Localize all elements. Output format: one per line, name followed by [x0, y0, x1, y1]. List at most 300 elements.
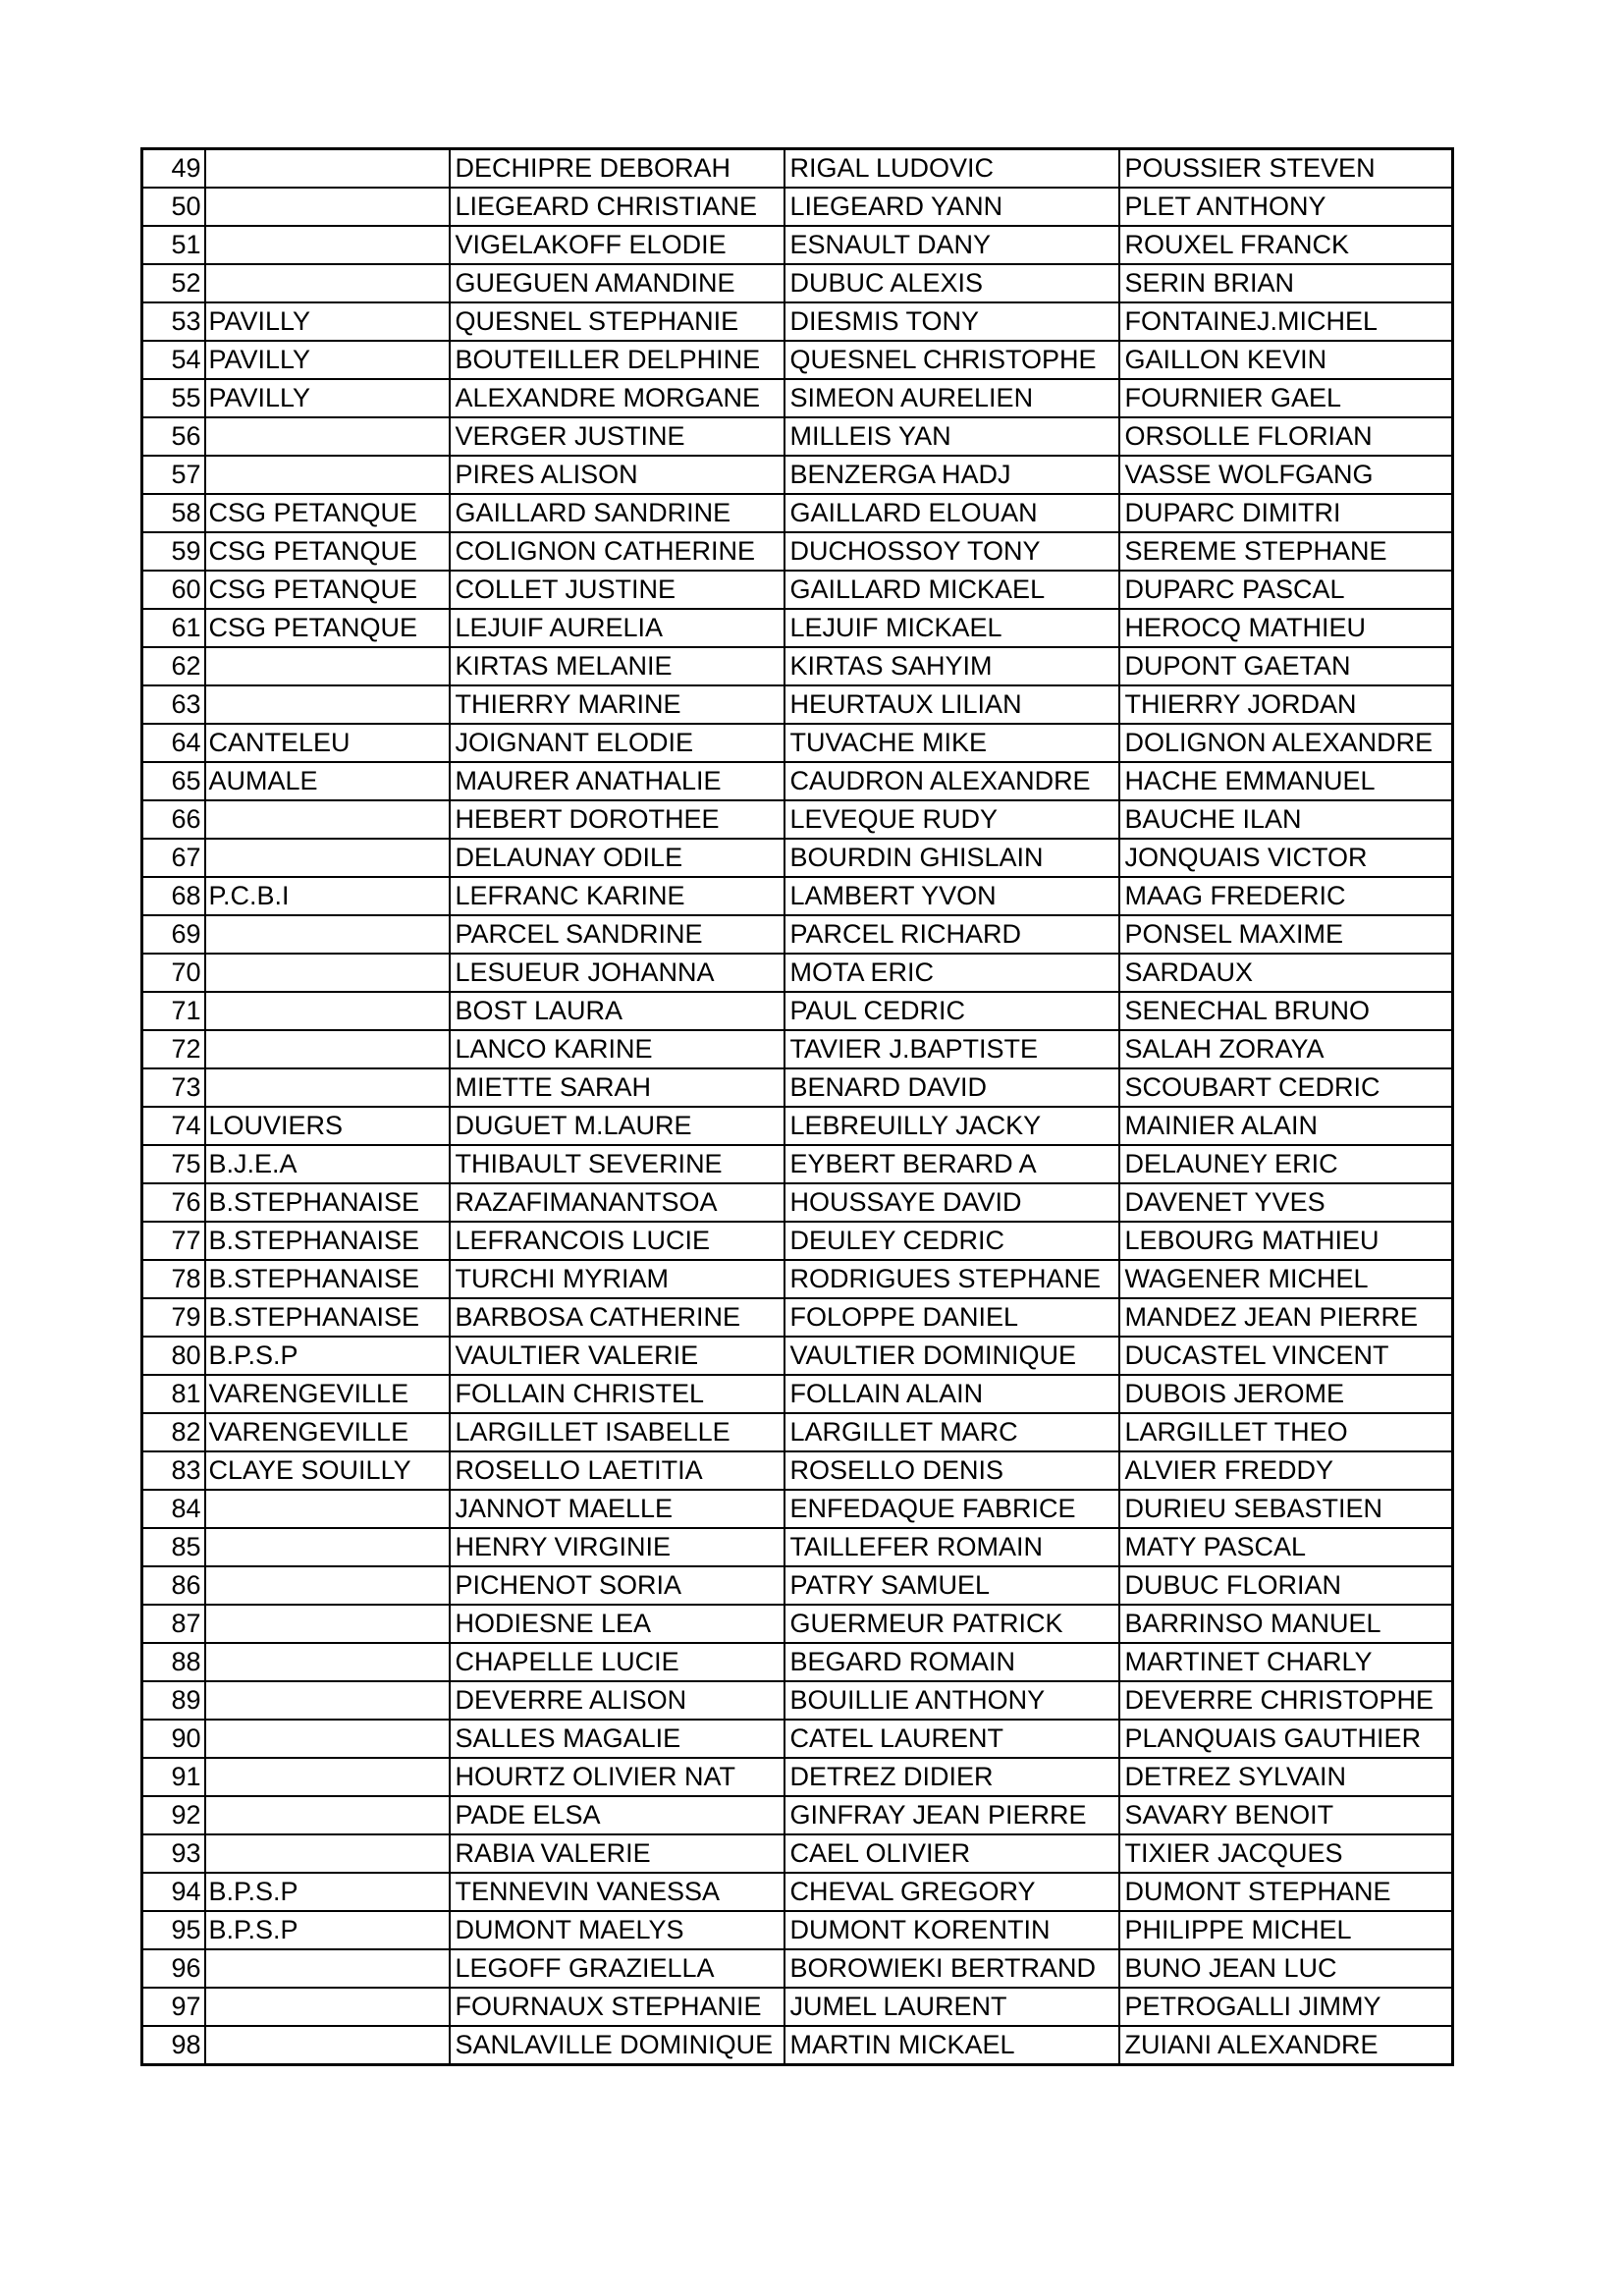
team-number-cell: 53 [142, 302, 205, 341]
table-row [142, 456, 1453, 494]
table-row [142, 494, 1453, 532]
team-number-cell: 91 [142, 1758, 205, 1796]
team-number-cell: 66 [142, 800, 205, 839]
player-2-cell: HOUSSAYE DAVID [784, 1183, 1119, 1222]
team-number-cell: 65 [142, 762, 205, 800]
player-2-cell: FOLOPPE DANIEL [784, 1298, 1119, 1337]
table-row [142, 1834, 1453, 1873]
player-1-cell: JANNOT MAELLE [450, 1490, 784, 1528]
team-number-cell: 62 [142, 647, 205, 685]
player-1-cell: DEVERRE ALISON [450, 1681, 784, 1720]
club-name-cell [205, 800, 450, 839]
player-3-cell: SEREME STEPHANE [1119, 532, 1453, 571]
player-1-cell: RABIA VALERIE [450, 1834, 784, 1873]
player-2-cell: PAUL CEDRIC [784, 992, 1119, 1030]
club-name-cell [205, 1490, 450, 1528]
player-2-cell: JUMEL LAURENT [784, 1988, 1119, 2026]
player-3-cell: THIERRY JORDAN [1119, 685, 1453, 724]
player-1-cell: RAZAFIMANANTSOA [450, 1183, 784, 1222]
player-1-cell: ALEXANDRE MORGANE [450, 379, 784, 417]
table-row [142, 724, 1453, 762]
table-row [142, 1949, 1453, 1988]
team-number-cell: 49 [142, 149, 205, 189]
club-name-cell [205, 2026, 450, 2065]
player-3-cell: PHILIPPE MICHEL [1119, 1911, 1453, 1949]
player-2-cell: ROSELLO DENIS [784, 1451, 1119, 1490]
team-number-cell: 80 [142, 1337, 205, 1375]
team-number-cell: 97 [142, 1988, 205, 2026]
player-1-cell: FOLLAIN CHRISTEL [450, 1375, 784, 1413]
team-number-cell: 74 [142, 1107, 205, 1145]
team-number-cell: 73 [142, 1068, 205, 1107]
table-row [142, 1375, 1453, 1413]
player-3-cell: MAAG FREDERIC [1119, 877, 1453, 915]
club-name-cell: P.C.B.I [205, 877, 450, 915]
club-name-cell [205, 1988, 450, 2026]
player-1-cell: FOURNAUX STEPHANIE [450, 1988, 784, 2026]
team-number-cell: 55 [142, 379, 205, 417]
table-row [142, 1068, 1453, 1107]
table-row [142, 1451, 1453, 1490]
club-name-cell: PAVILLY [205, 379, 450, 417]
player-2-cell: LEJUIF MICKAEL [784, 609, 1119, 647]
table-row [142, 226, 1453, 264]
player-3-cell: PETROGALLI JIMMY [1119, 1988, 1453, 2026]
club-name-cell: PAVILLY [205, 341, 450, 379]
team-number-cell: 89 [142, 1681, 205, 1720]
player-1-cell: COLIGNON CATHERINE [450, 532, 784, 571]
player-3-cell: DUPONT GAETAN [1119, 647, 1453, 685]
player-3-cell: FOURNIER GAEL [1119, 379, 1453, 417]
club-name-cell [205, 1681, 450, 1720]
player-1-cell: VERGER JUSTINE [450, 417, 784, 456]
table-row [142, 685, 1453, 724]
table-row [142, 532, 1453, 571]
table-row [142, 1720, 1453, 1758]
player-3-cell: BUNO JEAN LUC [1119, 1949, 1453, 1988]
table-row [142, 1107, 1453, 1145]
player-3-cell: HEROCQ MATHIEU [1119, 609, 1453, 647]
club-name-cell [205, 264, 450, 302]
table-row [142, 1605, 1453, 1643]
player-2-cell: MILLEIS YAN [784, 417, 1119, 456]
player-2-cell: BEGARD ROMAIN [784, 1643, 1119, 1681]
table-row [142, 1260, 1453, 1298]
team-number-cell: 50 [142, 188, 205, 226]
club-name-cell: B.J.E.A [205, 1145, 450, 1183]
club-name-cell: B.STEPHANAISE [205, 1298, 450, 1337]
club-name-cell [205, 149, 450, 189]
player-1-cell: LEFRANCOIS LUCIE [450, 1222, 784, 1260]
club-name-cell [205, 417, 450, 456]
player-3-cell: LARGILLET THEO [1119, 1413, 1453, 1451]
player-2-cell: MARTIN MICKAEL [784, 2026, 1119, 2065]
team-number-cell: 83 [142, 1451, 205, 1490]
team-number-cell: 71 [142, 992, 205, 1030]
table-row [142, 915, 1453, 954]
player-2-cell: ESNAULT DANY [784, 226, 1119, 264]
player-2-cell: ENFEDAQUE FABRICE [784, 1490, 1119, 1528]
table-row [142, 1413, 1453, 1451]
team-number-cell: 85 [142, 1528, 205, 1566]
table-row [142, 1988, 1453, 2026]
player-3-cell: ALVIER FREDDY [1119, 1451, 1453, 1490]
club-name-cell [205, 1949, 450, 1988]
table-row [142, 188, 1453, 226]
table-row [142, 1145, 1453, 1183]
team-number-cell: 56 [142, 417, 205, 456]
player-1-cell: ROSELLO LAETITIA [450, 1451, 784, 1490]
player-2-cell: CAEL OLIVIER [784, 1834, 1119, 1873]
player-2-cell: QUESNEL CHRISTOPHE [784, 341, 1119, 379]
player-3-cell: MANDEZ JEAN PIERRE [1119, 1298, 1453, 1337]
table-row [142, 1758, 1453, 1796]
club-name-cell: CSG PETANQUE [205, 494, 450, 532]
player-2-cell: VAULTIER DOMINIQUE [784, 1337, 1119, 1375]
table-row [142, 2026, 1453, 2065]
player-2-cell: PATRY SAMUEL [784, 1566, 1119, 1605]
team-number-cell: 96 [142, 1949, 205, 1988]
player-2-cell: LAMBERT YVON [784, 877, 1119, 915]
table-row [142, 954, 1453, 992]
team-number-cell: 84 [142, 1490, 205, 1528]
player-3-cell: DELAUNEY ERIC [1119, 1145, 1453, 1183]
player-2-cell: TAVIER J.BAPTISTE [784, 1030, 1119, 1068]
club-name-cell: CANTELEU [205, 724, 450, 762]
player-2-cell: CATEL LAURENT [784, 1720, 1119, 1758]
player-3-cell: DUMONT STEPHANE [1119, 1873, 1453, 1911]
table-row [142, 1490, 1453, 1528]
player-2-cell: TUVACHE MIKE [784, 724, 1119, 762]
player-3-cell: JONQUAIS VICTOR [1119, 839, 1453, 877]
club-name-cell [205, 1605, 450, 1643]
table-row [142, 1566, 1453, 1605]
player-1-cell: BOUTEILLER DELPHINE [450, 341, 784, 379]
table-row [142, 800, 1453, 839]
club-name-cell: CSG PETANQUE [205, 609, 450, 647]
team-number-cell: 88 [142, 1643, 205, 1681]
player-3-cell: DURIEU SEBASTIEN [1119, 1490, 1453, 1528]
club-name-cell: B.STEPHANAISE [205, 1222, 450, 1260]
player-3-cell: ZUIANI ALEXANDRE [1119, 2026, 1453, 2065]
table-row [142, 302, 1453, 341]
player-1-cell: MAURER ANATHALIE [450, 762, 784, 800]
team-number-cell: 69 [142, 915, 205, 954]
club-name-cell: PAVILLY [205, 302, 450, 341]
club-name-cell: B.STEPHANAISE [205, 1260, 450, 1298]
player-2-cell: BENZERGA HADJ [784, 456, 1119, 494]
player-2-cell: LEVEQUE RUDY [784, 800, 1119, 839]
table-row [142, 1643, 1453, 1681]
player-1-cell: DUMONT MAELYS [450, 1911, 784, 1949]
player-3-cell: DUPARC PASCAL [1119, 571, 1453, 609]
player-1-cell: COLLET JUSTINE [450, 571, 784, 609]
player-2-cell: CHEVAL GREGORY [784, 1873, 1119, 1911]
player-2-cell: KIRTAS SAHYIM [784, 647, 1119, 685]
club-name-cell [205, 188, 450, 226]
club-name-cell: VARENGEVILLE [205, 1375, 450, 1413]
player-1-cell: MIETTE SARAH [450, 1068, 784, 1107]
player-2-cell: GAILLARD ELOUAN [784, 494, 1119, 532]
team-number-cell: 51 [142, 226, 205, 264]
club-name-cell: B.STEPHANAISE [205, 1183, 450, 1222]
player-1-cell: DECHIPRE DEBORAH [450, 149, 784, 189]
team-number-cell: 78 [142, 1260, 205, 1298]
player-3-cell: BAUCHE ILAN [1119, 800, 1453, 839]
player-2-cell: BOROWIEKI BERTRAND [784, 1949, 1119, 1988]
player-3-cell: FONTAINEJ.MICHEL [1119, 302, 1453, 341]
player-1-cell: LEJUIF AURELIA [450, 609, 784, 647]
team-number-cell: 98 [142, 2026, 205, 2065]
player-3-cell: SENECHAL BRUNO [1119, 992, 1453, 1030]
team-number-cell: 67 [142, 839, 205, 877]
player-3-cell: SALAH ZORAYA [1119, 1030, 1453, 1068]
team-number-cell: 86 [142, 1566, 205, 1605]
table-row [142, 1030, 1453, 1068]
team-number-cell: 57 [142, 456, 205, 494]
player-1-cell: LIEGEARD CHRISTIANE [450, 188, 784, 226]
club-name-cell [205, 456, 450, 494]
table-row [142, 341, 1453, 379]
player-2-cell: GINFRAY JEAN PIERRE [784, 1796, 1119, 1834]
player-1-cell: DELAUNAY ODILE [450, 839, 784, 877]
club-name-cell [205, 839, 450, 877]
team-number-cell: 52 [142, 264, 205, 302]
player-2-cell: CAUDRON ALEXANDRE [784, 762, 1119, 800]
player-1-cell: HEBERT DOROTHEE [450, 800, 784, 839]
team-number-cell: 82 [142, 1413, 205, 1451]
player-2-cell: FOLLAIN ALAIN [784, 1375, 1119, 1413]
player-3-cell: PLET ANTHONY [1119, 188, 1453, 226]
player-2-cell: BOUILLIE ANTHONY [784, 1681, 1119, 1720]
table-row [142, 1298, 1453, 1337]
player-3-cell: SAVARY BENOIT [1119, 1796, 1453, 1834]
player-1-cell: LESUEUR JOHANNA [450, 954, 784, 992]
player-3-cell: MARTINET CHARLY [1119, 1643, 1453, 1681]
club-name-cell: B.P.S.P [205, 1911, 450, 1949]
team-number-cell: 63 [142, 685, 205, 724]
player-3-cell: PLANQUAIS GAUTHIER [1119, 1720, 1453, 1758]
club-name-cell: CSG PETANQUE [205, 571, 450, 609]
player-3-cell: DAVENET YVES [1119, 1183, 1453, 1222]
player-3-cell: HACHE EMMANUEL [1119, 762, 1453, 800]
team-number-cell: 77 [142, 1222, 205, 1260]
player-2-cell: DUMONT KORENTIN [784, 1911, 1119, 1949]
player-3-cell: DUCASTEL VINCENT [1119, 1337, 1453, 1375]
table-row [142, 762, 1453, 800]
player-1-cell: THIBAULT SEVERINE [450, 1145, 784, 1183]
player-2-cell: GUERMEUR PATRICK [784, 1605, 1119, 1643]
player-1-cell: VIGELAKOFF ELODIE [450, 226, 784, 264]
player-3-cell: SERIN BRIAN [1119, 264, 1453, 302]
club-name-cell [205, 685, 450, 724]
player-2-cell: LIEGEARD YANN [784, 188, 1119, 226]
player-1-cell: THIERRY MARINE [450, 685, 784, 724]
player-2-cell: MOTA ERIC [784, 954, 1119, 992]
table-row [142, 1681, 1453, 1720]
club-name-cell [205, 1758, 450, 1796]
player-2-cell: DEULEY CEDRIC [784, 1222, 1119, 1260]
club-name-cell: AUMALE [205, 762, 450, 800]
player-1-cell: GAILLARD SANDRINE [450, 494, 784, 532]
player-3-cell: MAINIER ALAIN [1119, 1107, 1453, 1145]
table-row [142, 1183, 1453, 1222]
player-1-cell: TENNEVIN VANESSA [450, 1873, 784, 1911]
team-number-cell: 81 [142, 1375, 205, 1413]
club-name-cell [205, 226, 450, 264]
club-name-cell: CLAYE SOUILLY [205, 1451, 450, 1490]
table-row [142, 1528, 1453, 1566]
team-number-cell: 95 [142, 1911, 205, 1949]
table-row [142, 647, 1453, 685]
player-2-cell: HEURTAUX LILIAN [784, 685, 1119, 724]
team-number-cell: 72 [142, 1030, 205, 1068]
table-row [142, 379, 1453, 417]
player-1-cell: BOST LAURA [450, 992, 784, 1030]
player-3-cell: BARRINSO MANUEL [1119, 1605, 1453, 1643]
player-1-cell: CHAPELLE LUCIE [450, 1643, 784, 1681]
table-row [142, 1337, 1453, 1375]
player-1-cell: QUESNEL STEPHANIE [450, 302, 784, 341]
player-1-cell: HODIESNE LEA [450, 1605, 784, 1643]
player-3-cell: DOLIGNON ALEXANDRE [1119, 724, 1453, 762]
player-1-cell: PIRES ALISON [450, 456, 784, 494]
player-3-cell: POUSSIER STEVEN [1119, 149, 1453, 189]
player-2-cell: RIGAL LUDOVIC [784, 149, 1119, 189]
table-row [142, 417, 1453, 456]
player-1-cell: BARBOSA CATHERINE [450, 1298, 784, 1337]
team-number-cell: 68 [142, 877, 205, 915]
player-1-cell: SANLAVILLE DOMINIQUE [450, 2026, 784, 2065]
player-3-cell: DEVERRE CHRISTOPHE [1119, 1681, 1453, 1720]
club-name-cell [205, 915, 450, 954]
team-number-cell: 76 [142, 1183, 205, 1222]
player-3-cell: ROUXEL FRANCK [1119, 226, 1453, 264]
player-1-cell: HOURTZ OLIVIER NAT [450, 1758, 784, 1796]
table-row [142, 1222, 1453, 1260]
club-name-cell [205, 647, 450, 685]
team-number-cell: 58 [142, 494, 205, 532]
club-name-cell [205, 1528, 450, 1566]
team-number-cell: 64 [142, 724, 205, 762]
team-number-cell: 93 [142, 1834, 205, 1873]
table-row [142, 1911, 1453, 1949]
player-1-cell: LEGOFF GRAZIELLA [450, 1949, 784, 1988]
table-row [142, 839, 1453, 877]
team-number-cell: 70 [142, 954, 205, 992]
club-name-cell: LOUVIERS [205, 1107, 450, 1145]
table-row [142, 877, 1453, 915]
team-number-cell: 60 [142, 571, 205, 609]
table-row [142, 992, 1453, 1030]
player-2-cell: BENARD DAVID [784, 1068, 1119, 1107]
team-number-cell: 92 [142, 1796, 205, 1834]
table-row [142, 149, 1453, 189]
player-1-cell: GUEGUEN AMANDINE [450, 264, 784, 302]
club-name-cell [205, 1566, 450, 1605]
player-1-cell: TURCHI MYRIAM [450, 1260, 784, 1298]
player-3-cell: DUPARC DIMITRI [1119, 494, 1453, 532]
club-name-cell [205, 1030, 450, 1068]
player-2-cell: TAILLEFER ROMAIN [784, 1528, 1119, 1566]
player-1-cell: SALLES MAGALIE [450, 1720, 784, 1758]
player-3-cell: DETREZ SYLVAIN [1119, 1758, 1453, 1796]
table-row [142, 264, 1453, 302]
club-name-cell [205, 1068, 450, 1107]
player-3-cell: ORSOLLE FLORIAN [1119, 417, 1453, 456]
player-1-cell: LEFRANC KARINE [450, 877, 784, 915]
team-number-cell: 90 [142, 1720, 205, 1758]
player-1-cell: JOIGNANT ELODIE [450, 724, 784, 762]
player-3-cell: SCOUBART CEDRIC [1119, 1068, 1453, 1107]
club-name-cell [205, 1796, 450, 1834]
player-2-cell: LEBREUILLY JACKY [784, 1107, 1119, 1145]
club-name-cell: VARENGEVILLE [205, 1413, 450, 1451]
player-3-cell: TIXIER JACQUES [1119, 1834, 1453, 1873]
team-number-cell: 61 [142, 609, 205, 647]
table-row [142, 571, 1453, 609]
player-1-cell: HENRY VIRGINIE [450, 1528, 784, 1566]
player-1-cell: LANCO KARINE [450, 1030, 784, 1068]
team-roster-table [140, 147, 1454, 2066]
club-name-cell [205, 954, 450, 992]
club-name-cell [205, 1834, 450, 1873]
club-name-cell: B.P.S.P [205, 1337, 450, 1375]
team-number-cell: 94 [142, 1873, 205, 1911]
player-3-cell: MATY PASCAL [1119, 1528, 1453, 1566]
player-1-cell: KIRTAS MELANIE [450, 647, 784, 685]
player-2-cell: EYBERT BERARD A [784, 1145, 1119, 1183]
player-1-cell: LARGILLET ISABELLE [450, 1413, 784, 1451]
player-3-cell: SARDAUX [1119, 954, 1453, 992]
player-3-cell: PONSEL MAXIME [1119, 915, 1453, 954]
player-3-cell: GAILLON KEVIN [1119, 341, 1453, 379]
player-2-cell: DUBUC ALEXIS [784, 264, 1119, 302]
team-number-cell: 79 [142, 1298, 205, 1337]
player-1-cell: PARCEL SANDRINE [450, 915, 784, 954]
player-1-cell: DUGUET M.LAURE [450, 1107, 784, 1145]
team-number-cell: 54 [142, 341, 205, 379]
player-2-cell: SIMEON AURELIEN [784, 379, 1119, 417]
player-1-cell: PADE ELSA [450, 1796, 784, 1834]
player-3-cell: WAGENER MICHEL [1119, 1260, 1453, 1298]
player-3-cell: LEBOURG MATHIEU [1119, 1222, 1453, 1260]
table-row [142, 609, 1453, 647]
player-2-cell: DETREZ DIDIER [784, 1758, 1119, 1796]
team-roster-body [142, 149, 1453, 2065]
player-1-cell: PICHENOT SORIA [450, 1566, 784, 1605]
player-2-cell: DUCHOSSOY TONY [784, 532, 1119, 571]
club-name-cell: CSG PETANQUE [205, 532, 450, 571]
team-number-cell: 59 [142, 532, 205, 571]
player-3-cell: VASSE WOLFGANG [1119, 456, 1453, 494]
player-2-cell: RODRIGUES STEPHANE [784, 1260, 1119, 1298]
club-name-cell [205, 1720, 450, 1758]
table-row [142, 1796, 1453, 1834]
player-2-cell: BOURDIN GHISLAIN [784, 839, 1119, 877]
player-3-cell: DUBUC FLORIAN [1119, 1566, 1453, 1605]
player-3-cell: DUBOIS JEROME [1119, 1375, 1453, 1413]
team-number-cell: 87 [142, 1605, 205, 1643]
player-2-cell: PARCEL RICHARD [784, 915, 1119, 954]
club-name-cell [205, 992, 450, 1030]
player-2-cell: DIESMIS TONY [784, 302, 1119, 341]
player-2-cell: LARGILLET MARC [784, 1413, 1119, 1451]
club-name-cell: B.P.S.P [205, 1873, 450, 1911]
team-number-cell: 75 [142, 1145, 205, 1183]
player-2-cell: GAILLARD MICKAEL [784, 571, 1119, 609]
player-1-cell: VAULTIER VALERIE [450, 1337, 784, 1375]
